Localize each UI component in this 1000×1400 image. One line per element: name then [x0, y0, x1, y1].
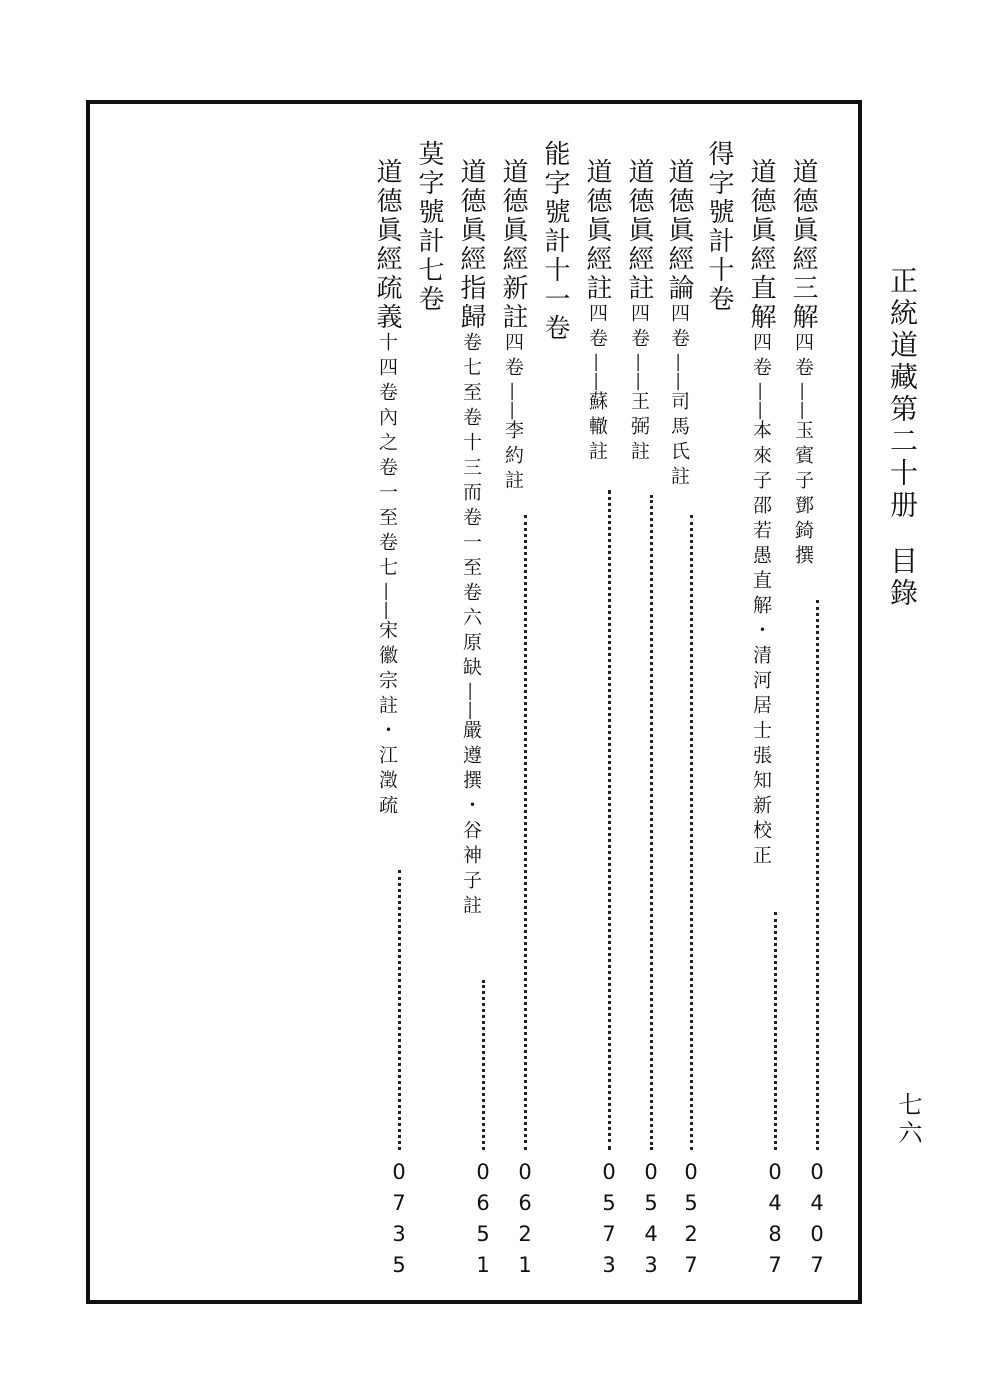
dot-leader: [774, 912, 781, 1150]
entry-dash: ——: [586, 353, 608, 391]
entry-title: 道德眞經新註: [498, 158, 528, 332]
entry-dash: ——: [460, 682, 482, 720]
toc-entry[interactable]: [790, 158, 816, 570]
entry-author: 嚴遵撰・谷神子註: [460, 720, 482, 920]
toc-entry[interactable]: [748, 158, 774, 870]
dot-leader: [690, 515, 697, 1150]
toc-entry[interactable]: [500, 158, 526, 495]
dot-leader: [524, 515, 531, 1150]
entry-title: 道德眞經疏義: [372, 158, 402, 332]
entry-note: 四卷: [792, 332, 814, 382]
entry-author: 宋徽宗註・江澂疏: [376, 620, 398, 820]
entry-dash: ——: [376, 582, 398, 620]
entry-note: 十四卷內之卷一至卷七: [376, 332, 398, 582]
section-heading: 得字號計十卷: [704, 140, 734, 314]
toc-entry[interactable]: [666, 158, 692, 491]
toc-entry[interactable]: [626, 158, 652, 466]
entry-title: 道德眞經註: [624, 158, 654, 303]
entry-note: 四卷: [628, 303, 650, 353]
folio-number: 七六: [894, 1092, 922, 1148]
page-number: 0527: [679, 1160, 703, 1284]
entry-author: 王弼註: [628, 391, 650, 466]
entry-title: 道德眞經三解: [788, 158, 818, 332]
page-header: [886, 266, 919, 610]
toc-entry[interactable]: [374, 158, 400, 820]
entry-note: 四卷: [750, 332, 772, 382]
page-number: 0543: [639, 1160, 663, 1284]
entry-note: 卷七至卷十三而卷一至卷六原缺: [460, 332, 482, 682]
entry-author: 蘇轍註: [586, 391, 608, 466]
page-number: 0651: [471, 1160, 495, 1284]
entry-author: 玉賓子鄧錡撰: [792, 420, 814, 570]
dot-leader: [482, 980, 489, 1150]
entry-title: 道德眞經指歸: [456, 158, 486, 332]
dot-leader: [650, 495, 657, 1150]
entry-title: 道德眞經論: [664, 158, 694, 303]
toc-entry[interactable]: [458, 158, 484, 920]
section-heading: 能字號計十一卷: [540, 140, 570, 343]
dot-leader: [398, 870, 405, 1150]
entry-dash: ——: [792, 382, 814, 420]
page-number: 0407: [805, 1160, 829, 1284]
entry-note: 四卷: [502, 332, 524, 382]
section-heading: 莫字號計七卷: [414, 140, 444, 314]
entry-title: 道德眞經直解: [746, 158, 776, 332]
page-number: 0573: [597, 1160, 621, 1284]
section-title: 目錄: [886, 546, 919, 610]
entry-title: 道德眞經註: [582, 158, 612, 303]
page-number: 0487: [763, 1160, 787, 1284]
page-number: 0735: [387, 1160, 411, 1284]
entry-dash: ——: [502, 382, 524, 420]
entry-author: 本來子邵若愚直解・清河居士張知新校正: [750, 420, 772, 870]
page-number: 0621: [513, 1160, 537, 1284]
entry-dash: ——: [750, 382, 772, 420]
entry-note: 四卷: [668, 303, 690, 353]
volume-title: 正統道藏第二十册: [886, 266, 919, 522]
entry-dash: ——: [628, 353, 650, 391]
dot-leader: [608, 490, 615, 1150]
entry-author: 李約註: [502, 420, 524, 495]
dot-leader: [816, 600, 823, 1150]
entry-author: 司馬氏註: [668, 391, 690, 491]
toc-entry[interactable]: [584, 158, 610, 466]
entry-dash: ——: [668, 353, 690, 391]
entry-note: 四卷: [586, 303, 608, 353]
